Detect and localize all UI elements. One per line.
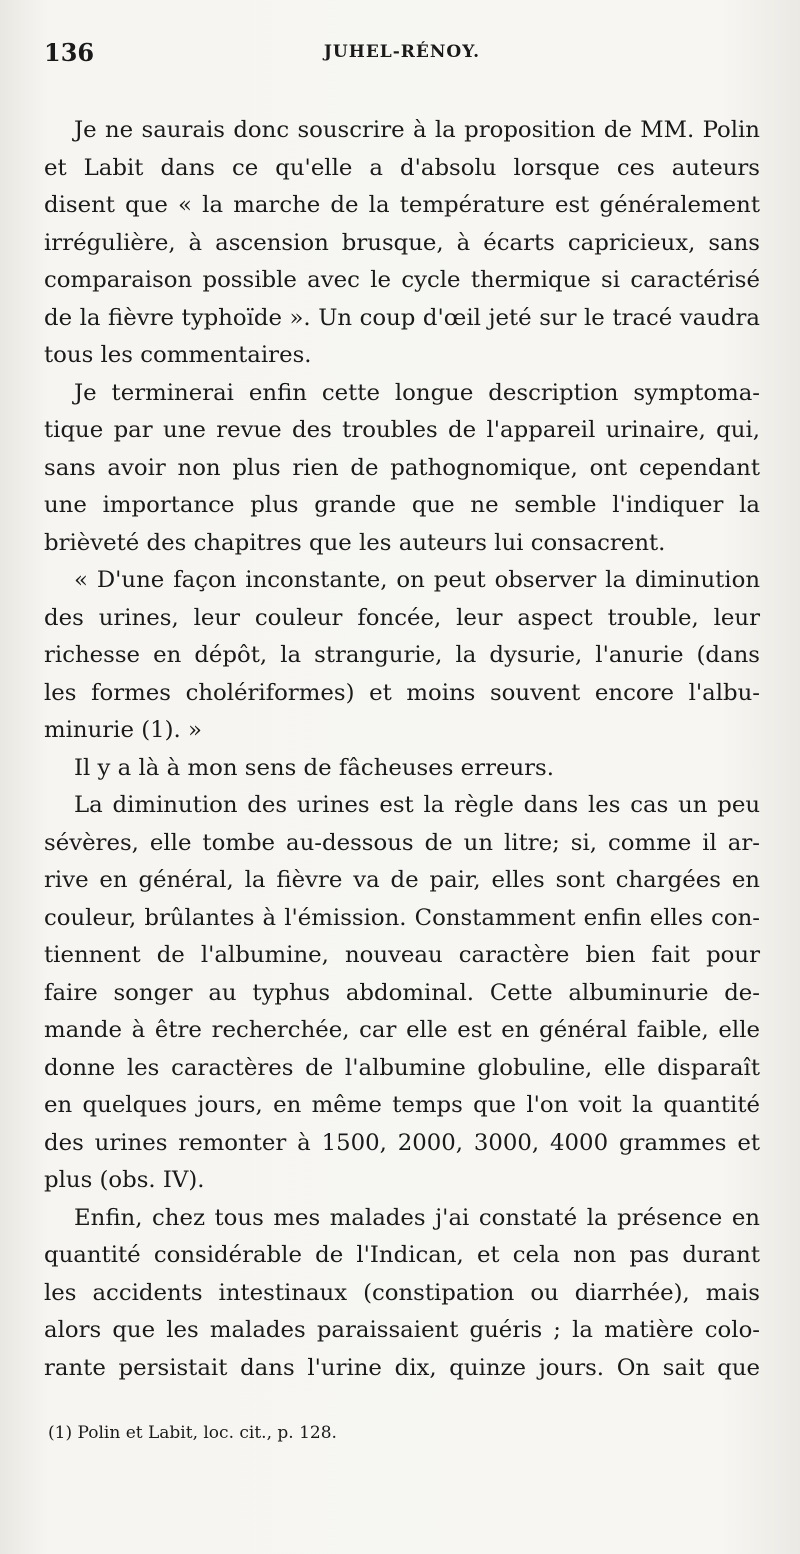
text-line: sans avoir non plus rien de pathognomique, ont cependant (44, 454, 760, 481)
page-number: 136 (44, 38, 95, 67)
text-line: couleur, brûlantes à l'émission. Constamment enfin elles con- (44, 904, 760, 931)
text-line: une importance plus grande que ne semble l'indiquer la (44, 492, 760, 518)
body-text (44, 112, 760, 1387)
running-title: JUHEL-RÉNOY. (323, 42, 481, 62)
text-line: faire songer au typhus abdominal. Cette albuminurie de- (44, 979, 760, 1006)
text-line: tous les commentaires. (44, 342, 312, 368)
text-line: tique par une revue des troubles de l'appareil urinaire, qui, (44, 417, 760, 443)
text-line: comparaison possible avec le cycle thermique si caractérisé (44, 267, 760, 293)
text-line: des urines, leur couleur foncée, leur aspect trouble, leur (44, 604, 760, 631)
text-line: irrégulière, à ascension brusque, à écarts capricieux, sans (44, 229, 760, 256)
text-line: rive en général, la fièvre va de pair, elles sont chargées en (44, 867, 760, 893)
text-line: minurie (1). » (44, 717, 202, 743)
text-line: sévères, elle tombe au-dessous de un litre; si, comme il ar- (44, 829, 760, 856)
text-line: disent que « la marche de la température est généralement (44, 192, 760, 218)
text-line: tiennent de l'albumine, nouveau caractère bien fait pour (44, 942, 760, 968)
text-line: en quelques jours, en même temps que l'on voit la quantité (44, 1092, 760, 1118)
text-line: brièveté des chapitres que les auteurs lui consacrent. (44, 529, 666, 556)
text-line: Je ne saurais donc souscrire à la proposition de MM. Polin (74, 117, 760, 143)
text-line: des urines remonter à 1500, 2000, 3000, 4000 grammes et (44, 1129, 760, 1156)
text-line: richesse en dépôt, la strangurie, la dysurie, l'anurie (dans (44, 642, 760, 668)
text-line: de la fièvre typhoïde ». Un coup d'œil jeté sur le tracé vaudra (44, 304, 760, 331)
text-line: Je terminerai enfin cette longue description symptoma- (74, 379, 760, 406)
running-head (44, 38, 760, 78)
text-line: et Labit dans ce qu'elle a d'absolu lorsque ces auteurs (44, 154, 760, 181)
text-line: les formes cholériformes) et moins souvent encore l'albu- (44, 679, 760, 706)
text-line: alors que les malades paraissaient guéris ; la matière colo- (44, 1317, 760, 1343)
text-line: « D'une façon inconstante, on peut observer la diminution (74, 567, 760, 593)
text-line: quantité considérable de l'Indican, et cela non pas durant (44, 1242, 760, 1268)
text-line: mande à être recherchée, car elle est en général faible, elle (44, 1017, 760, 1043)
text-line: Il y a là à mon sens de fâcheuses erreurs. (74, 754, 554, 781)
text-line: les accidents intestinaux (constipation ou diarrhée), mais (44, 1279, 760, 1306)
text-line: La diminution des urines est la règle dans les cas un peu (74, 792, 760, 818)
text-line: Enfin, chez tous mes malades j'ai constaté la présence en (74, 1204, 760, 1231)
text-line: donne les caractères de l'albumine globuline, elle disparaît (44, 1054, 760, 1081)
text-line: plus (obs. IV). (44, 1167, 205, 1193)
text-line: rante persistait dans l'urine dix, quinze jours. On sait que (44, 1354, 760, 1381)
footnote: (1) Polin et Labit, loc. cit., p. 128. (48, 1423, 337, 1443)
